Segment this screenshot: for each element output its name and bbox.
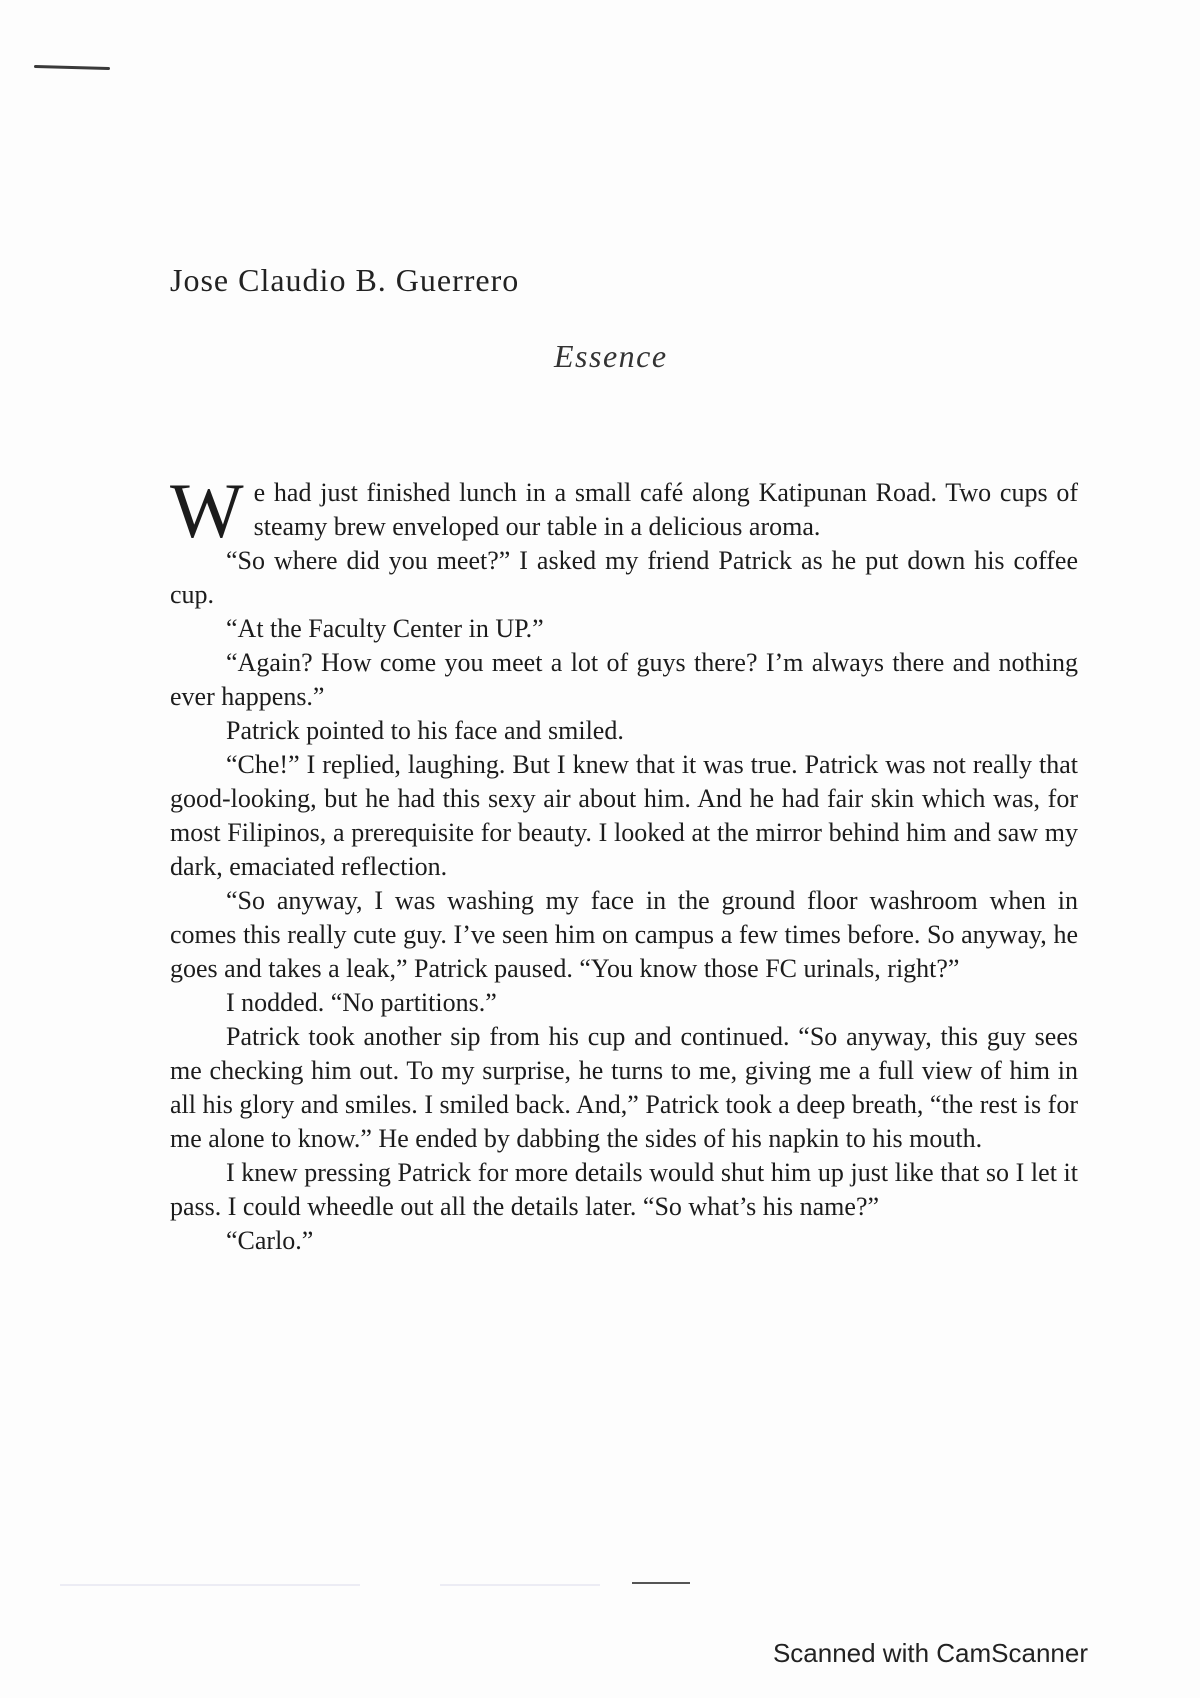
scan-artifact-line <box>60 1584 360 1586</box>
paragraph-1 <box>170 467 1078 554</box>
paragraph-4: “Again? How come you meet a lot of guys there? I’m always there and nothing ever happens.” <box>170 648 1078 711</box>
paragraph-1-text: e had just finished lunch in a small café along Katipunan Road. Two cups of steamy brew enveloped our table in a delicious aroma. <box>253 478 1078 541</box>
author-name: Jose Claudio B. Guerrero <box>170 262 520 298</box>
paragraph-3: “At the Faculty Center in UP.” <box>226 614 544 643</box>
paragraph-10: I knew pressing Patrick for more details would shut him up just like that so I let it pass. I could wheedle out all the details later. “So what’s his name?” <box>170 1158 1078 1221</box>
paragraph-7: “So anyway, I was washing my face in the ground floor washroom when in comes this really cute guy. I’ve seen him on campus a few times before. So anyway, he goes and takes a leak,” Patrick paused. “You know those FC urinals, right?” <box>170 886 1078 983</box>
scan-mark <box>34 65 110 70</box>
paragraph-11: “Carlo.” <box>226 1226 314 1255</box>
camscanner-watermark: Scanned with CamScanner <box>772 1638 1088 1668</box>
paragraph-8: I nodded. “No partitions.” <box>226 988 497 1017</box>
paragraph-6: “Che!” I replied, laughing. But I knew that it was true. Patrick was not really that good-looking, but he had this sexy air about him. And he had fair skin which was, for most Filipinos, a prerequisite for beauty. I looked at the mirror behind him and saw my dark, emaciated reflection. <box>170 750 1078 881</box>
story-body <box>170 467 1078 1258</box>
paragraph-5: Patrick pointed to his face and smiled. <box>226 716 624 745</box>
paragraph-2: “So where did you meet?” I asked my friend Patrick as he put down his coffee cup. <box>170 546 1078 609</box>
scan-artifact-line <box>440 1584 600 1586</box>
drop-cap: W <box>170 467 244 554</box>
footer-rule <box>632 1582 690 1584</box>
story-title: Essence <box>554 338 668 374</box>
paragraph-9: Patrick took another sip from his cup and continued. “So anyway, this guy sees me checking him out. To my surprise, he turns to me, giving me a full view of him in all his glory and smiles. I smiled back. And,” Patrick took a deep breath, “the rest is for me alone to know.” He ended by dabbing the sides of his napkin to his mouth. <box>170 1022 1078 1153</box>
